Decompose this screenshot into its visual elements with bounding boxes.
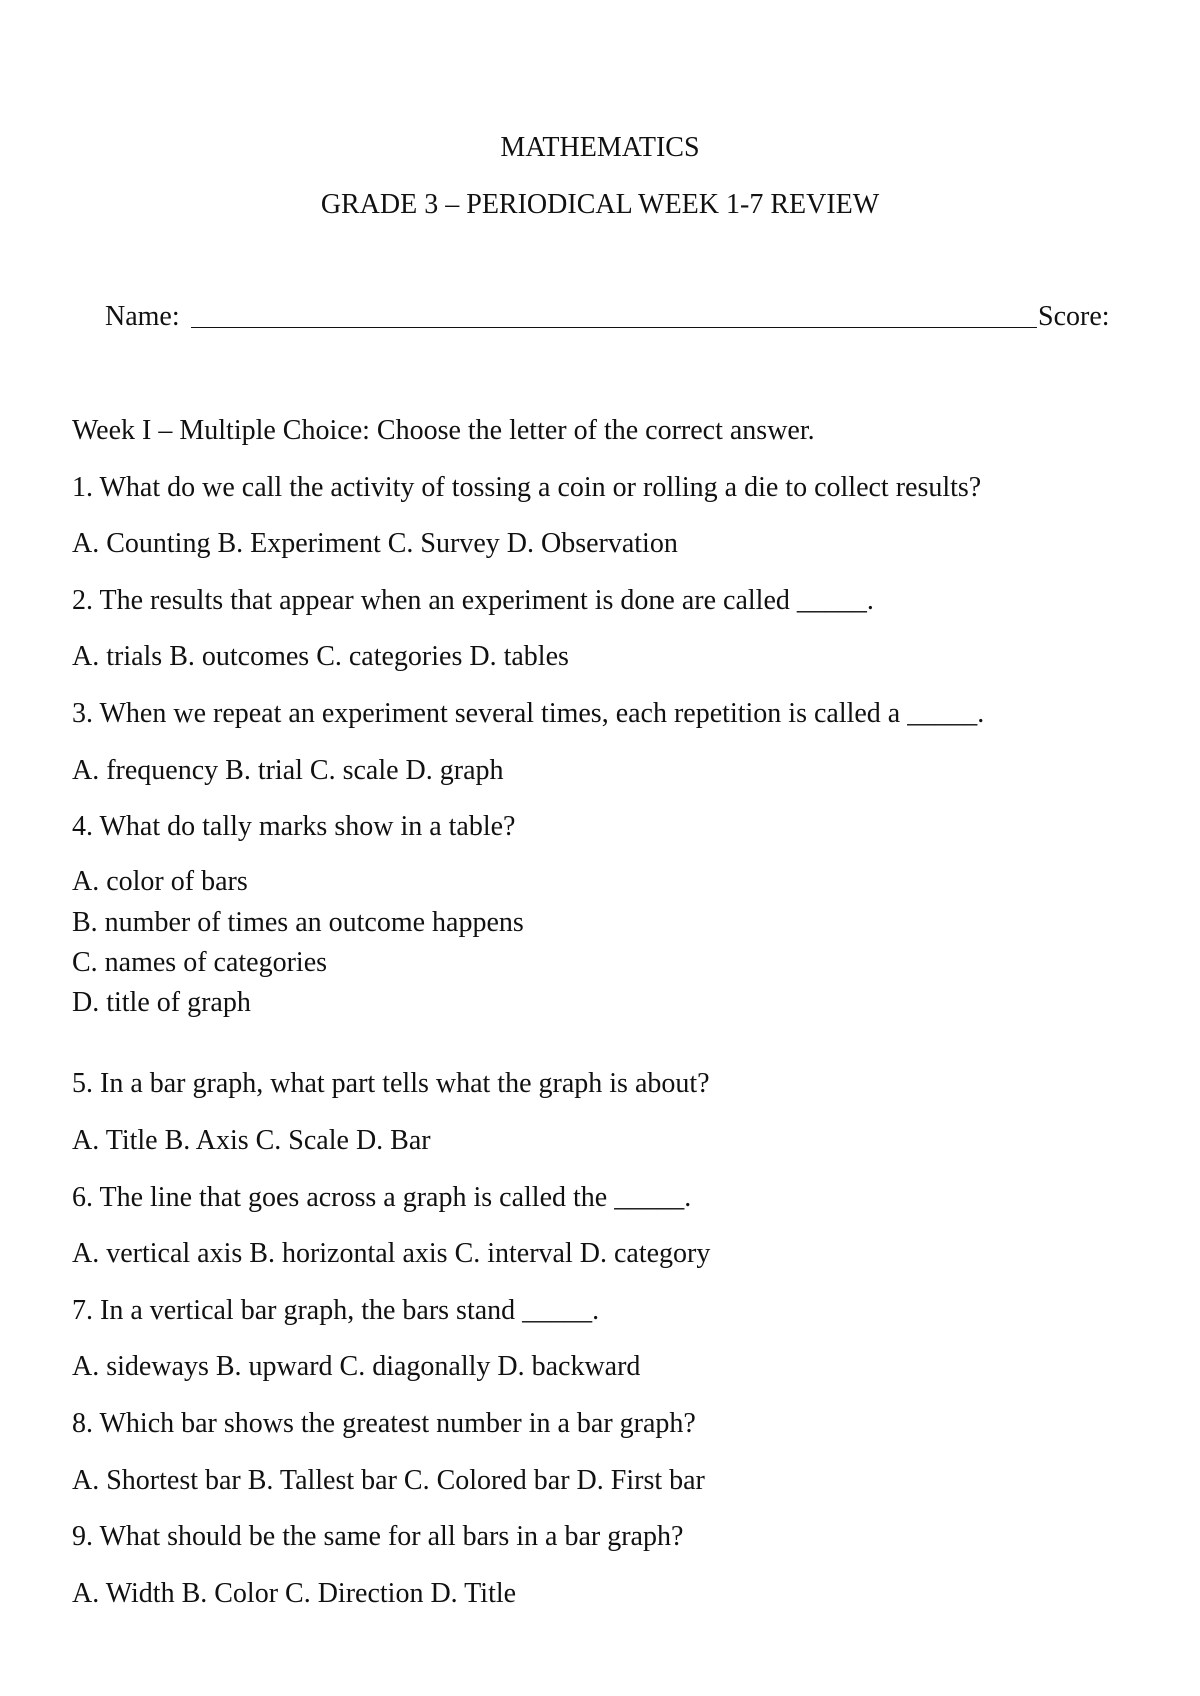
question-6-options: A. vertical axis B. horizontal axis C. interval D. category	[72, 1238, 711, 1269]
question-1: 1. What do we call the activity of tossing a coin or rolling a die to collect results?	[72, 472, 982, 503]
instructions: Week I – Multiple Choice: Choose the letter of the correct answer.	[72, 415, 815, 446]
question-7: 7. In a vertical bar graph, the bars stand _____.	[72, 1295, 600, 1326]
name-blank-line[interactable]	[191, 327, 1037, 328]
question-6: 6. The line that goes across a graph is called the _____.	[72, 1182, 692, 1213]
question-9: 9. What should be the same for all bars in a bar graph?	[72, 1521, 684, 1552]
question-8-options: A. Shortest bar B. Tallest bar C. Colored bar D. First bar	[72, 1465, 705, 1496]
name-score-row	[105, 300, 1125, 336]
question-3-options: A. frequency B. trial C. scale D. graph	[72, 755, 504, 786]
question-5-options: A. Title B. Axis C. Scale D. Bar	[72, 1125, 431, 1156]
name-label: Name:	[105, 301, 180, 332]
question-8: 8. Which bar shows the greatest number in a bar graph?	[72, 1408, 696, 1439]
question-4-option-a: A. color of bars	[72, 866, 248, 897]
question-4-option-b: B. number of times an outcome happens	[72, 907, 524, 938]
question-5: 5. In a bar graph, what part tells what the graph is about?	[72, 1068, 710, 1099]
question-7-options: A. sideways B. upward C. diagonally D. backward	[72, 1351, 641, 1382]
question-4: 4. What do tally marks show in a table?	[72, 811, 516, 842]
question-2-options: A. trials B. outcomes C. categories D. tables	[72, 641, 569, 672]
score-label: Score:	[1038, 301, 1110, 332]
question-4-option-c: C. names of categories	[72, 947, 328, 978]
worksheet-title: GRADE 3 – PERIODICAL WEEK 1-7 REVIEW	[320, 189, 880, 220]
question-2: 2. The results that appear when an experiment is done are called _____.	[72, 585, 874, 616]
subject-heading: MATHEMATICS	[500, 132, 700, 163]
question-9-options: A. Width B. Color C. Direction D. Title	[72, 1578, 517, 1609]
question-4-option-d: D. title of graph	[72, 987, 251, 1018]
question-1-options: A. Counting B. Experiment C. Survey D. Observation	[72, 528, 678, 559]
question-3: 3. When we repeat an experiment several times, each repetition is called a _____.	[72, 698, 985, 729]
